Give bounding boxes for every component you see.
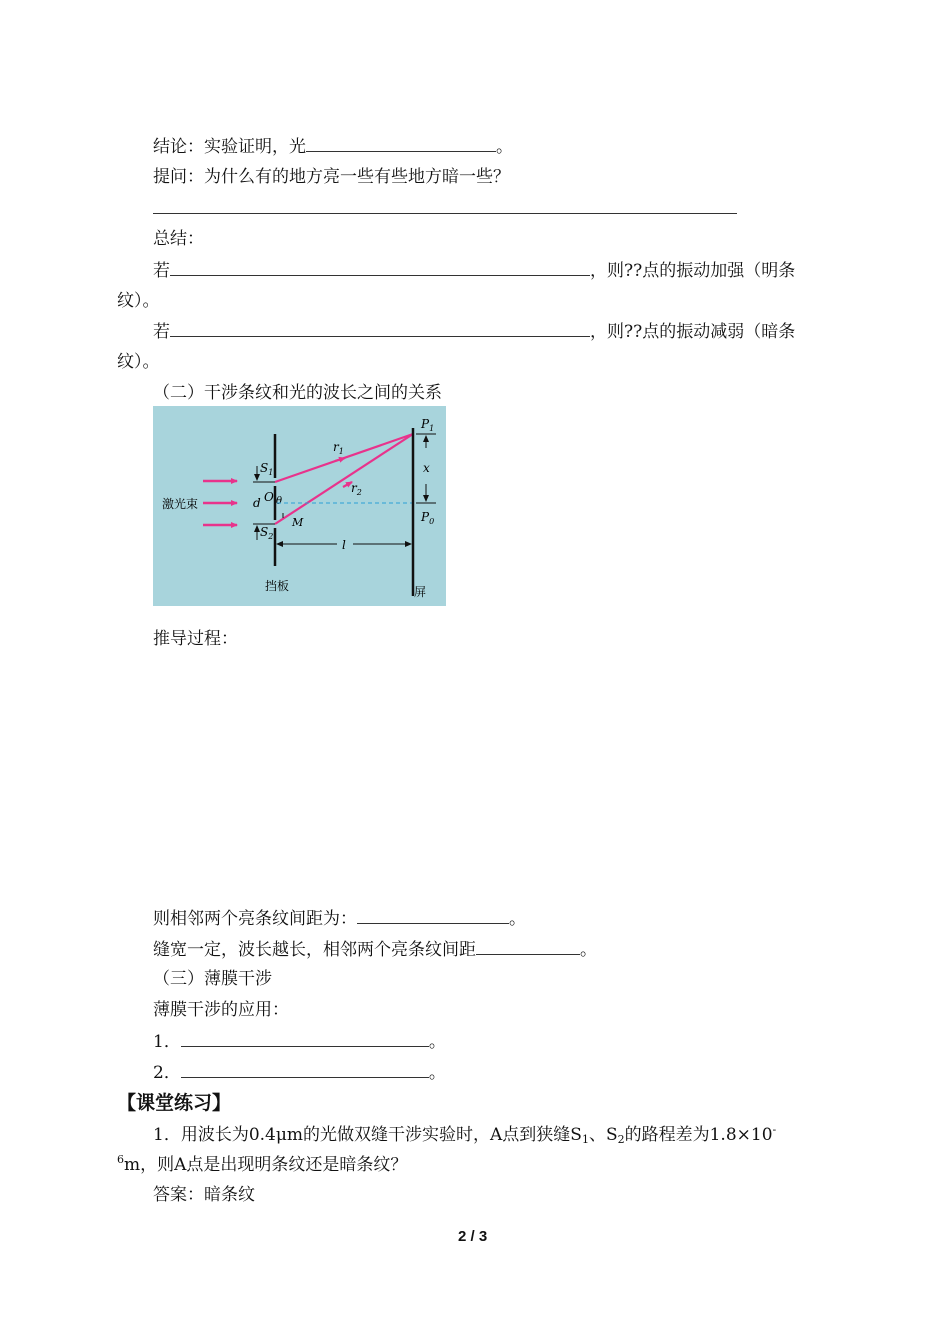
conclusion-blank[interactable] <box>306 135 496 152</box>
cond1-prefix: 若 <box>153 261 170 281</box>
baffle-label: 挡板 <box>265 579 290 593</box>
label-s1: $S_1$ <box>260 461 274 477</box>
section3-title: （三）薄膜干涉 <box>153 969 272 989</box>
cond2-suffix: ，则??点的振动减弱（暗条 <box>590 322 796 342</box>
label-p0: $P_0$ <box>421 510 435 526</box>
label-d: d <box>253 496 261 510</box>
exercise-line-2: $^6$m，则A点是出现明条纹还是暗条纹？ <box>117 1153 408 1175</box>
app-item-2-end: 。 <box>428 1063 446 1083</box>
label-o: O <box>264 490 274 504</box>
label-theta: θ <box>276 496 283 507</box>
spacing-label: 则相邻两个亮条纹间距为： <box>153 909 357 929</box>
summary-label: 总结： <box>153 229 204 249</box>
cond2-wrap: 纹）。 <box>117 352 160 372</box>
cond1-suffix: ，则??点的振动加强（明条 <box>590 261 796 281</box>
slit-statement: 缝宽一定，波长越长，相邻两个亮条纹间距 <box>153 940 476 960</box>
question-answer-blank-line[interactable] <box>153 197 737 220</box>
app-item-2-blank[interactable] <box>181 1061 429 1078</box>
condition-constructive <box>153 259 795 282</box>
conclusion-end: 。 <box>496 137 513 157</box>
derivation-label: 推导过程： <box>153 629 238 649</box>
exercise-answer: 答案：暗条纹 <box>153 1185 255 1205</box>
label-r2: $r_2$ <box>351 481 362 497</box>
page-number: 2 / 3 <box>458 1228 488 1245</box>
application-item-2 <box>153 1061 446 1084</box>
label-s2: $S_2$ <box>260 525 274 541</box>
spacing-line <box>153 907 526 930</box>
application-item-1 <box>153 1030 446 1053</box>
practice-heading: 【课堂练习】 <box>117 1092 232 1114</box>
slit-statement-line <box>153 938 597 961</box>
label-l: l <box>342 538 346 552</box>
laser-beam-label: 激光束 <box>162 497 199 511</box>
label-p1: $P_1$ <box>421 417 435 433</box>
section2-title: （二）干涉条纹和光的波长之间的关系 <box>153 383 442 403</box>
cond2-prefix: 若 <box>153 322 170 342</box>
app-item-1-end: 。 <box>428 1032 446 1052</box>
conclusion-label: 结论：实验证明，光 <box>153 137 306 157</box>
question-answer-blank[interactable] <box>153 197 737 214</box>
label-x: x <box>423 461 430 475</box>
label-r1: $r_1$ <box>333 440 344 456</box>
application-label: 薄膜干涉的应用： <box>153 1000 289 1020</box>
exercise-line-1: 1．用波长为0.4μm的光做双缝干涉实验时，A点到狭缝$S_1$、$S_2$的路程差为1.8×10- <box>153 1123 777 1146</box>
cond1-blank[interactable] <box>170 259 590 276</box>
app-item-1-blank[interactable] <box>181 1030 429 1047</box>
slit-end: 。 <box>580 940 597 960</box>
cond1-wrap: 纹）。 <box>117 291 160 311</box>
screen-label: 屏 <box>414 585 427 599</box>
app-item-1-number: 1． <box>153 1032 181 1052</box>
app-item-2-number: 2． <box>153 1063 181 1083</box>
conclusion-line <box>153 135 513 158</box>
spacing-blank[interactable] <box>357 907 509 924</box>
double-slit-diagram <box>153 406 446 606</box>
question-line: 提问：为什么有的地方亮一些有些地方暗一些？ <box>153 167 510 187</box>
label-m: M <box>292 516 304 529</box>
cond2-blank[interactable] <box>170 320 590 337</box>
slit-blank[interactable] <box>476 938 580 955</box>
spacing-end: 。 <box>509 909 526 929</box>
condition-destructive <box>153 320 795 343</box>
